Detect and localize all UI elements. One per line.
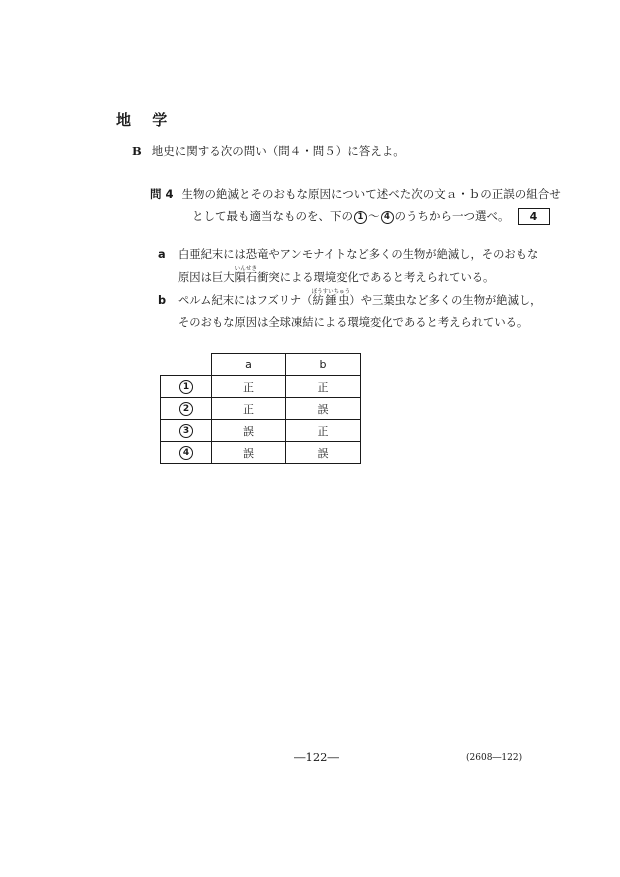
statement-a (158, 244, 541, 266)
subject-title: 地 学 (116, 111, 176, 129)
page-number: ―122― (294, 750, 339, 764)
answer-choice-table (160, 353, 361, 464)
ruby-reading-meteorite: いんせき (234, 266, 258, 272)
table-row (161, 420, 361, 442)
cell-a: 正 (212, 376, 286, 398)
statement-b-label: b (158, 294, 167, 307)
question-label: 問 4 (150, 187, 174, 201)
table-header-b: b (286, 354, 361, 376)
cell-b: 誤 (286, 398, 361, 420)
table-row (161, 376, 361, 398)
choice-number-first: 1 (354, 211, 367, 224)
question-text-line2-end: のうちから一つ選べ。 (394, 209, 510, 223)
cell-a: 誤 (212, 442, 286, 464)
choice-number: 1 (179, 380, 193, 394)
statement-b-line1-end: ）や三葉虫など多くの生物が絶滅し， (349, 294, 542, 307)
choice-number-cell (161, 420, 212, 442)
table-header-a: a (212, 354, 286, 376)
statement-a-line2-start: 原因は巨大 (178, 271, 235, 284)
statement-b-line2: そのおもな原因は全球凍結による環境変化であると考えられている。 (178, 316, 529, 329)
choice-number-cell (161, 376, 212, 398)
statement-a-line1: 白亜紀末には恐竜やアンモナイトなど多くの生物が絶滅し，そのおもな (178, 248, 539, 261)
section-letter: B (132, 144, 142, 158)
choice-number-cell (161, 398, 212, 420)
statements (158, 244, 541, 334)
choice-number-cell (161, 442, 212, 464)
cell-b: 誤 (286, 442, 361, 464)
ruby-base-meteorite: 隕石 (234, 271, 258, 284)
section-text: 地史に関する次の問い（問４・問５）に答えよ。 (151, 144, 405, 158)
statement-a-line2-end: 衝突による環境変化であると考えられている。 (257, 271, 495, 284)
statement-a-ruby (234, 266, 258, 284)
choice-number-last: 4 (381, 211, 394, 224)
statement-b-ruby (311, 289, 351, 307)
table-row (161, 398, 361, 420)
exam-code: (2608―122) (466, 753, 523, 763)
answer-box: 4 (518, 208, 550, 225)
table-row (161, 442, 361, 464)
statement-b-line1-start: ペルム紀末にはフズリナ（ (178, 294, 313, 307)
question-line-1 (150, 183, 561, 205)
question-text-line2-start: として最も適当なものを、下の (192, 209, 353, 223)
cell-b: 正 (286, 376, 361, 398)
statement-a-label: a (158, 248, 166, 261)
choice-range-separator: ～ (368, 209, 380, 223)
statement-b (158, 289, 541, 312)
table-header-row (161, 354, 361, 376)
choice-number: 3 (179, 424, 193, 438)
section-heading (132, 143, 405, 159)
question-text-line1: 生物の絶滅とそのおもな原因について述べた次の文ａ・ｂの正誤の組合せ (181, 187, 561, 201)
cell-a: 正 (212, 398, 286, 420)
cell-a: 誤 (212, 420, 286, 442)
ruby-base-fusulina: 紡錘虫 (311, 294, 351, 307)
question-line-2 (192, 205, 561, 227)
choice-number: 4 (179, 446, 193, 460)
statement-a-line2 (178, 266, 541, 289)
ruby-reading-fusulina: ぼうすいちゅう (311, 289, 351, 295)
question-4 (150, 183, 561, 227)
cell-b: 正 (286, 420, 361, 442)
table-header-blank (161, 354, 212, 376)
choice-number: 2 (179, 402, 193, 416)
